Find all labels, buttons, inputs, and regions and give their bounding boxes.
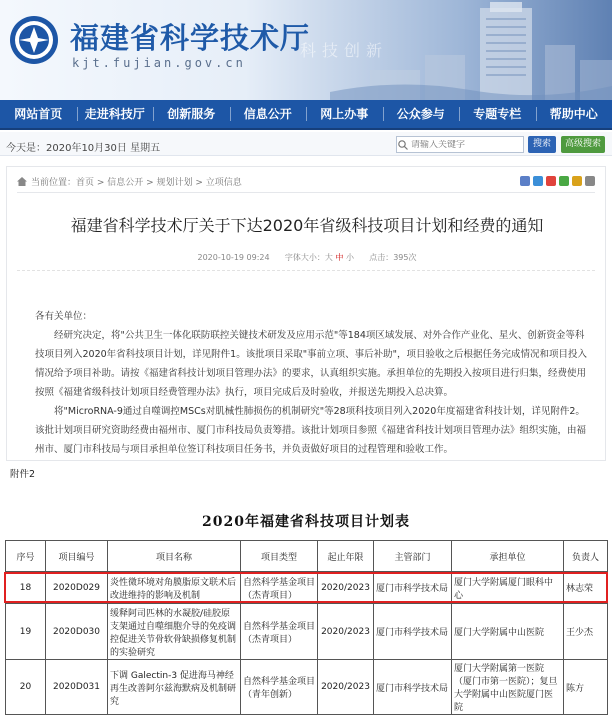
table-title: 2020年福建省科技项目计划表 bbox=[0, 511, 612, 531]
share-tencent-icon[interactable] bbox=[572, 176, 582, 186]
today-date: 今天是：2020年10月30日 星期五 bbox=[6, 139, 160, 154]
cell-dept: 厦门市科学技术局 bbox=[374, 660, 452, 715]
annex-label: 附件2 bbox=[10, 466, 35, 480]
article-card bbox=[6, 166, 606, 461]
col-header-unit: 承担单位 bbox=[452, 541, 564, 572]
font-size-label: 字体大小： bbox=[285, 253, 325, 262]
view-count: 点击：395次 bbox=[369, 253, 416, 262]
font-size-small[interactable]: 小 bbox=[346, 253, 354, 262]
font-size-large[interactable]: 大 bbox=[325, 253, 333, 262]
col-header-leader: 负责人 bbox=[564, 541, 608, 572]
publish-date: 2020-10-19 09:24 bbox=[198, 253, 270, 262]
cell-years: 2020/2023 bbox=[318, 572, 374, 604]
divider bbox=[17, 192, 595, 193]
search-input[interactable] bbox=[409, 140, 517, 150]
article-meta bbox=[7, 252, 607, 263]
cell-name: 下调 Galectin-3 促进海马神经再生改善阿尔兹海默病及机制研究 bbox=[108, 660, 241, 715]
col-header-dept: 主管部门 bbox=[374, 541, 452, 572]
cell-type: 自然科学基金项目（杰青项目） bbox=[241, 604, 318, 660]
cell-no: 19 bbox=[6, 604, 46, 660]
table-row bbox=[6, 604, 608, 660]
share-toolbar bbox=[520, 176, 595, 186]
nav-about[interactable]: 走进科技厅 bbox=[77, 99, 154, 129]
nav-home[interactable]: 网站首页 bbox=[0, 99, 77, 129]
cell-name: 炎性微环境对角膜脂原文联术后改进维持的影响及机制 bbox=[108, 572, 241, 604]
search-bar bbox=[0, 132, 612, 156]
cell-leader: 陈方 bbox=[564, 660, 608, 715]
share-print-icon[interactable] bbox=[585, 176, 595, 186]
nav-info-disclosure[interactable]: 信息公开 bbox=[230, 99, 307, 129]
cell-unit: 厦门大学附属第一医院（厦门市第一医院）；复旦大学附属中山医院厦门医院 bbox=[452, 660, 564, 715]
cell-dept: 厦门市科学技术局 bbox=[374, 604, 452, 660]
cell-unit: 厦门大学附属中山医院 bbox=[452, 604, 564, 660]
col-header-no: 序号 bbox=[6, 541, 46, 572]
breadcrumb bbox=[17, 175, 242, 188]
banner-slogan: 科技创新 bbox=[300, 38, 388, 61]
col-header-code: 项目编号 bbox=[46, 541, 108, 572]
col-header-type: 项目类型 bbox=[241, 541, 318, 572]
col-header-name: 项目名称 bbox=[108, 541, 241, 572]
search-button[interactable]: 搜索 bbox=[528, 136, 556, 153]
breadcrumb-text[interactable]: 当前位置：首页 > 信息公开 > 规划计划 > 立项信息 bbox=[31, 175, 242, 188]
city-skyline-graphic bbox=[330, 0, 612, 100]
paragraph-2: 将"MicroRNA-9通过自噬调控MSCs对肌械性肺损伤的机制研究"等28项科技项目列入2020年度福建省科技计划，详见附件2。该批计划项目研究资助经费由福州市、厦门市科技局负责筹措。该批计划项目参照《福建省科技计划项目管理办法》组织实施，由福州市、厦门市科技局与项目承担单位签订科技项目任务书，并负责做好项目的过程管理和验收工作。 bbox=[35, 402, 587, 459]
cell-code: 2020D030 bbox=[46, 604, 108, 660]
emblem-icon bbox=[8, 14, 60, 66]
search-box[interactable] bbox=[396, 136, 524, 153]
nav-public-participation[interactable]: 公众参与 bbox=[383, 99, 460, 129]
table-header-row bbox=[6, 541, 608, 572]
cell-years: 2020/2023 bbox=[318, 660, 374, 715]
cell-code: 2020D029 bbox=[46, 572, 108, 604]
home-icon bbox=[17, 177, 27, 186]
site-banner bbox=[0, 0, 612, 100]
font-size-medium[interactable]: 中 bbox=[335, 253, 343, 262]
cell-dept: 厦门市科学技术局 bbox=[374, 572, 452, 604]
main-nav bbox=[0, 100, 612, 130]
table-row bbox=[6, 572, 608, 604]
search-icon bbox=[397, 139, 409, 151]
share-qzone-icon[interactable] bbox=[533, 176, 543, 186]
site-url[interactable]: kjt.fujian.gov.cn bbox=[72, 56, 246, 70]
nav-online-service[interactable]: 网上办事 bbox=[306, 99, 383, 129]
share-plus-icon[interactable] bbox=[520, 176, 530, 186]
divider bbox=[17, 270, 595, 271]
cell-no: 18 bbox=[6, 572, 46, 604]
cell-leader: 林志荣 bbox=[564, 572, 608, 604]
share-weibo-icon[interactable] bbox=[546, 176, 556, 186]
col-header-years: 起止年限 bbox=[318, 541, 374, 572]
article-body bbox=[35, 307, 587, 459]
cell-type: 自然科学基金项目（青年创新） bbox=[241, 660, 318, 715]
advanced-search-button[interactable]: 高级搜索 bbox=[561, 136, 605, 153]
table-row bbox=[6, 660, 608, 715]
nav-special-topics[interactable]: 专题专栏 bbox=[459, 99, 536, 129]
greeting: 各有关单位： bbox=[35, 307, 587, 326]
nav-innovation-service[interactable]: 创新服务 bbox=[153, 99, 230, 129]
site-title: 福建省科学技术厅 bbox=[70, 16, 310, 57]
cell-type: 自然科学基金项目（杰青项目） bbox=[241, 572, 318, 604]
paragraph-1: 经研究决定，将"公共卫生一体化联防联控关键技术研发及应用示范"等184项区域发展、对外合作产业化、星火、创新资金等科技项目列入2020年省科技项目计划，详见附件1。该批项目采取"事前立项、事后补助"，项目验收之后根据任务完成情况和项目投入情况给予项目补助。请按《福建省科技计划项目管理办法》的要求，认真组织实施。承担单位的先期投入按项目进行归集，经费使用按照《福建省级科技计划项目经费管理办法》执行，项目完成后及时验收，并报送先期投入总决算。 bbox=[35, 326, 587, 402]
cell-unit: 厦门大学附属厦门眼科中心 bbox=[452, 572, 564, 604]
project-table bbox=[5, 540, 608, 715]
nav-help-center[interactable]: 帮助中心 bbox=[536, 99, 612, 129]
cell-leader: 王少杰 bbox=[564, 604, 608, 660]
cell-years: 2020/2023 bbox=[318, 604, 374, 660]
cell-code: 2020D031 bbox=[46, 660, 108, 715]
cell-name: 缓释阿司匹林的水凝胶/硅胶原支架通过自噬细胞介导的免疫调控促进关节骨软骨缺损修复机制的实验研究 bbox=[108, 604, 241, 660]
cell-no: 20 bbox=[6, 660, 46, 715]
article-title: 福建省科学技术厅关于下达2020年省级科技项目计划和经费的通知 bbox=[7, 213, 607, 236]
share-wechat-icon[interactable] bbox=[559, 176, 569, 186]
